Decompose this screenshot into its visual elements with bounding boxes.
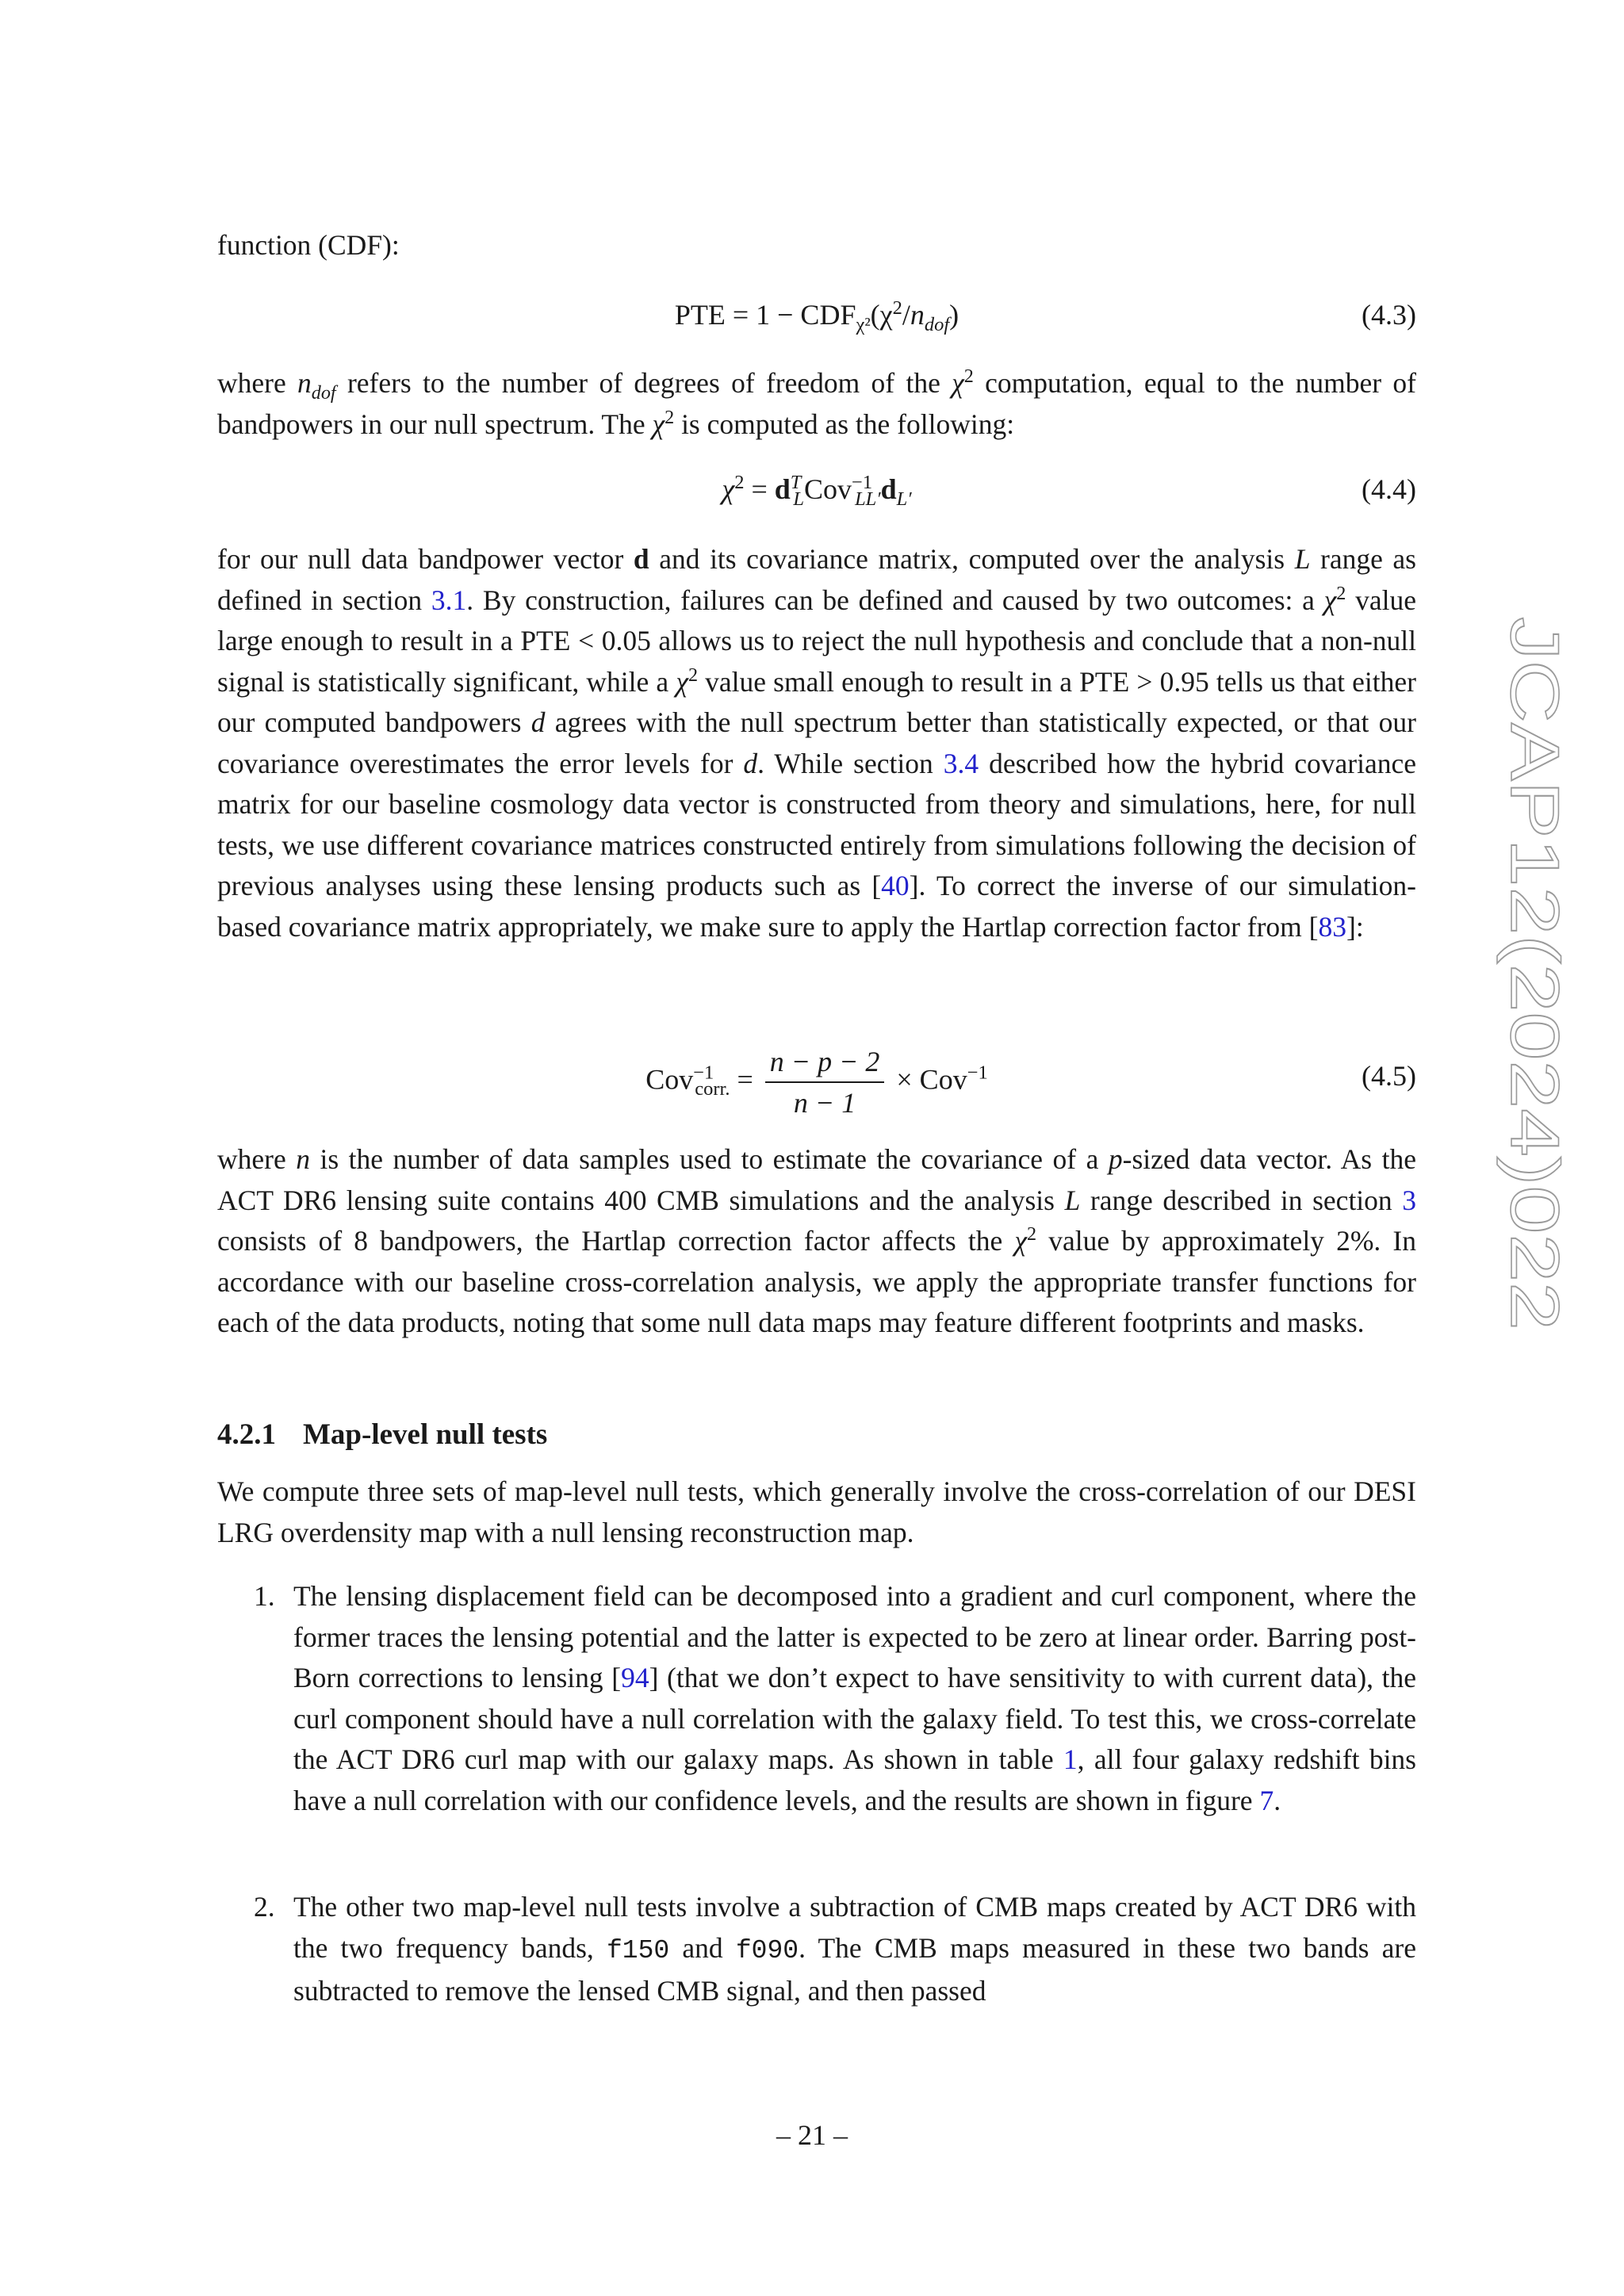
section-number: 4.2.1	[217, 1418, 276, 1451]
citation-link[interactable]: 94	[621, 1662, 649, 1693]
equation-4-5-body: Cov$^{-1}_{corr.}$ = $\frac{n - p - 2}{n - 1}$ × Cov$^{-1}$	[645, 1046, 988, 1119]
equation-number: (4.4)	[1362, 473, 1416, 505]
list-item: 1. The lensing displacement field can be decomposed into a gradient and curl component, where the former traces the lensing potential and the latter is expected to be zero at linear order. Barring post-Born corrections to lensing [94] (that we don’t expect to have sensitivity to with current data), the curl component should have a null correlation with the galaxy field. To test this, we cross-correlate the ACT DR6 curl map with our galaxy maps. As shown in table 1, all four galaxy redshift bins have a null correlation with our confidence levels, and the results are shown in figure 7.	[217, 1576, 1416, 1821]
table-ref-link[interactable]: 1	[1063, 1743, 1078, 1775]
citation-link[interactable]: 83	[1318, 910, 1346, 943]
section-title: Map-level null tests	[303, 1418, 548, 1451]
intro-text: function (CDF):	[217, 229, 400, 261]
paragraph-null-covariance: for our null data bandpower vector d and its covariance matrix, computed over the analysis L range as defined in section 3.1. By construction, failures can be defined and caused by two outcomes: a $\chi^2$ value large enough to result in a PTE < 0.05 allows us to reject the null hypothesis and conclude that a non-null signal is statistically significant, while a $\chi^2$ value small enough to result in a PTE > 0.95 tells us that either our computed bandpowers d agrees with the null spectrum better than statistically expected, or that our covariance overestimates the error levels for d. While section 3.4 described how the hybrid covariance matrix for our baseline cosmology data vector is constructed from theory and simulations, here, for null tests, we use different covariance matrices constructed entirely from simulations following the decision of previous analyses using these lensing products such as [40]. To correct the inverse of our simulation-based covariance matrix appropriately, we make sure to apply the Hartlap correction factor from [83]:	[217, 543, 1416, 943]
list-marker: 1.	[254, 1580, 275, 1612]
paragraph-hartlap: where n is the number of data samples used to estimate the covariance of a p-sized data vector. As the ACT DR6 lensing suite contains 400 CMB simulations and the analysis L range described in section 3 consists of 8 bandpowers, the Hartlap correction factor affects the $\chi^2$ value by approximately 2%. In accordance with our baseline cross-correlation analysis, we apply the appropriate transfer functions for each of the data products, noting that some null data maps may feature different footprints and masks.	[217, 1143, 1416, 1338]
equation-4-4	[217, 468, 1416, 515]
section-intro: We compute three sets of map-level null tests, which generally involve the cross-correlation of our DESI LRG overdensity map with a null lensing reconstruction map.	[217, 1475, 1416, 1548]
equation-number: (4.5)	[1362, 1060, 1416, 1092]
section-ref-link[interactable]: 3	[1402, 1184, 1416, 1216]
journal-stamp-text: JCAP12(2024)022	[1496, 617, 1572, 1178]
journal-side-stamp	[1496, 610, 1572, 1340]
equation-4-3-body: PTE = $1 - CDF_{\chi^2}(\chi^2/n_{dof})$	[674, 297, 959, 336]
hartlap-fraction: $\frac{n - p - 2}{n - 1}$	[765, 1045, 885, 1119]
section-heading	[217, 1418, 547, 1452]
equation-4-3	[217, 293, 1416, 341]
equation-number: (4.3)	[1362, 299, 1416, 331]
page-number: – 21 –	[776, 2119, 848, 2151]
equation-4-5	[217, 1045, 1416, 1119]
paragraph-ndof: where $n_{dof}$ refers to the number of degrees of freedom of the $\chi^2$ computation, equal to the number of bandpowers in our null spectrum. The $\chi^2$ is computed as the following:	[217, 365, 1416, 440]
citation-link[interactable]: 40	[881, 870, 910, 901]
section-ref-link[interactable]: 3.1	[431, 584, 467, 616]
list-item: 2. The other two map-level null tests involve a subtraction of CMB maps created by ACT DR6 with the two frequency bands, f150 and f090. The CMB maps measured in these two bands are subtracted to remove the lensed CMB signal, and then passed	[217, 1887, 1416, 2012]
equation-4-4-body: $\chi^2 = d^T_LCov^{-1}_{LL'}d_{L'}$	[722, 472, 912, 511]
section-ref-link[interactable]: 3.4	[943, 747, 979, 779]
figure-ref-link[interactable]: 7	[1259, 1784, 1274, 1816]
list-marker: 2.	[254, 1891, 275, 1923]
